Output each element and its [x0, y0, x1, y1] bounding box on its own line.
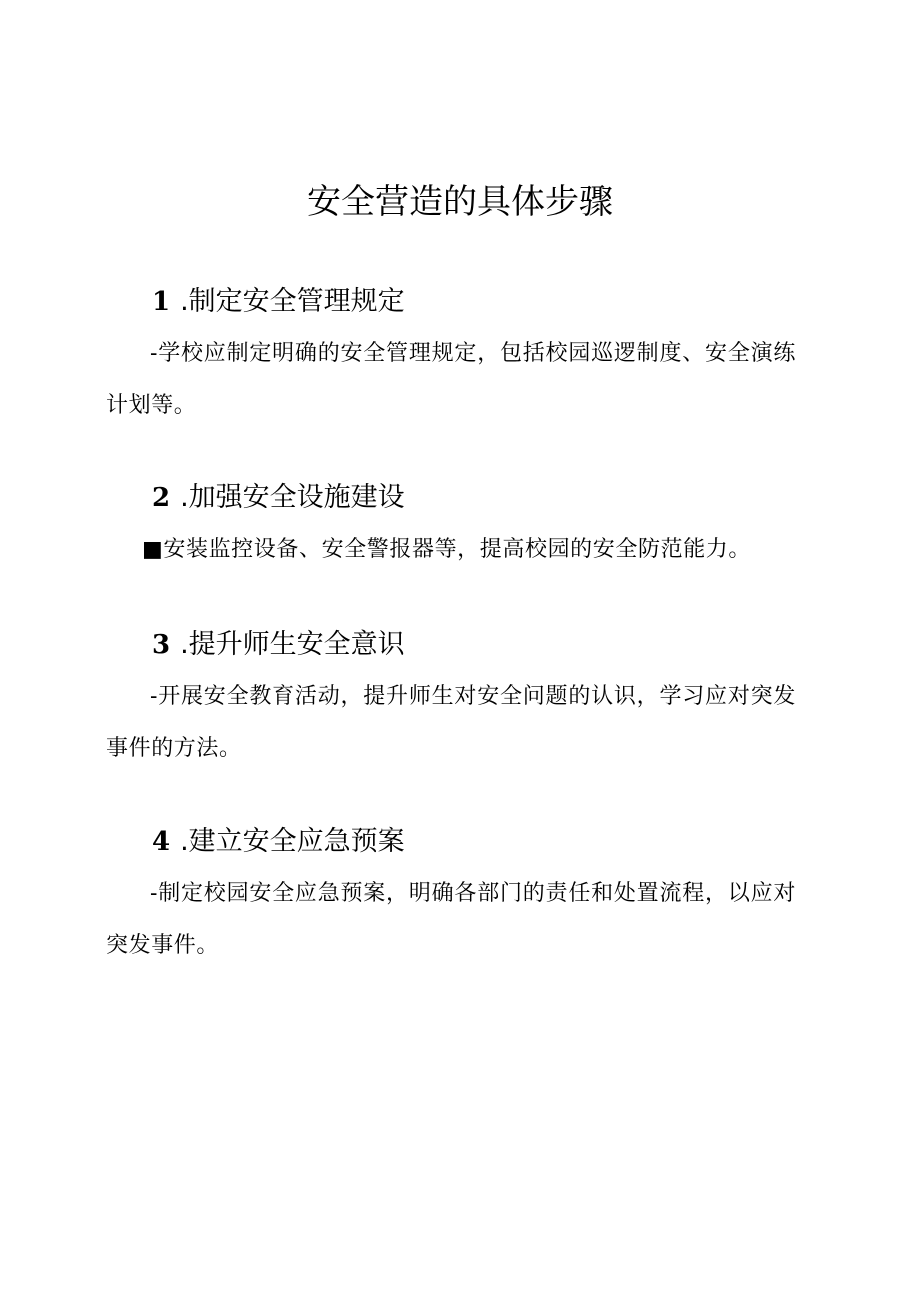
section-heading — [106, 625, 796, 665]
section-3 — [106, 625, 796, 775]
section-heading-text: .建立安全应急预案 — [180, 826, 405, 857]
section-number: 1 — [152, 287, 171, 317]
section-heading — [106, 822, 796, 862]
section-number: 3 — [152, 630, 171, 660]
section-heading-text: .提升师生安全意识 — [180, 629, 405, 660]
section-heading — [106, 478, 796, 518]
section-heading-text: .制定安全管理规定 — [180, 286, 405, 317]
section-body: -学校应制定明确的安全管理规定，包括校园巡逻制度、安全演练计划等。 — [106, 341, 796, 418]
section-2 — [106, 478, 796, 576]
page-title: 安全营造的具体步骤 — [307, 182, 613, 222]
section-number: 4 — [152, 827, 171, 857]
section-body: ■安装监控设备、安全警报器等，提高校园的安全防范能力。 — [142, 537, 751, 562]
section-heading — [106, 282, 796, 322]
section-heading-text: .加强安全设施建设 — [180, 482, 405, 513]
section-body: -制定校园安全应急预案，明确各部门的责任和处置流程，以应对突发事件。 — [106, 881, 796, 958]
section-1 — [106, 282, 796, 432]
section-number: 2 — [152, 483, 171, 513]
section-body: -开展安全教育活动，提升师生对安全问题的认识，学习应对突发事件的方法。 — [106, 684, 796, 761]
section-4 — [106, 822, 796, 972]
